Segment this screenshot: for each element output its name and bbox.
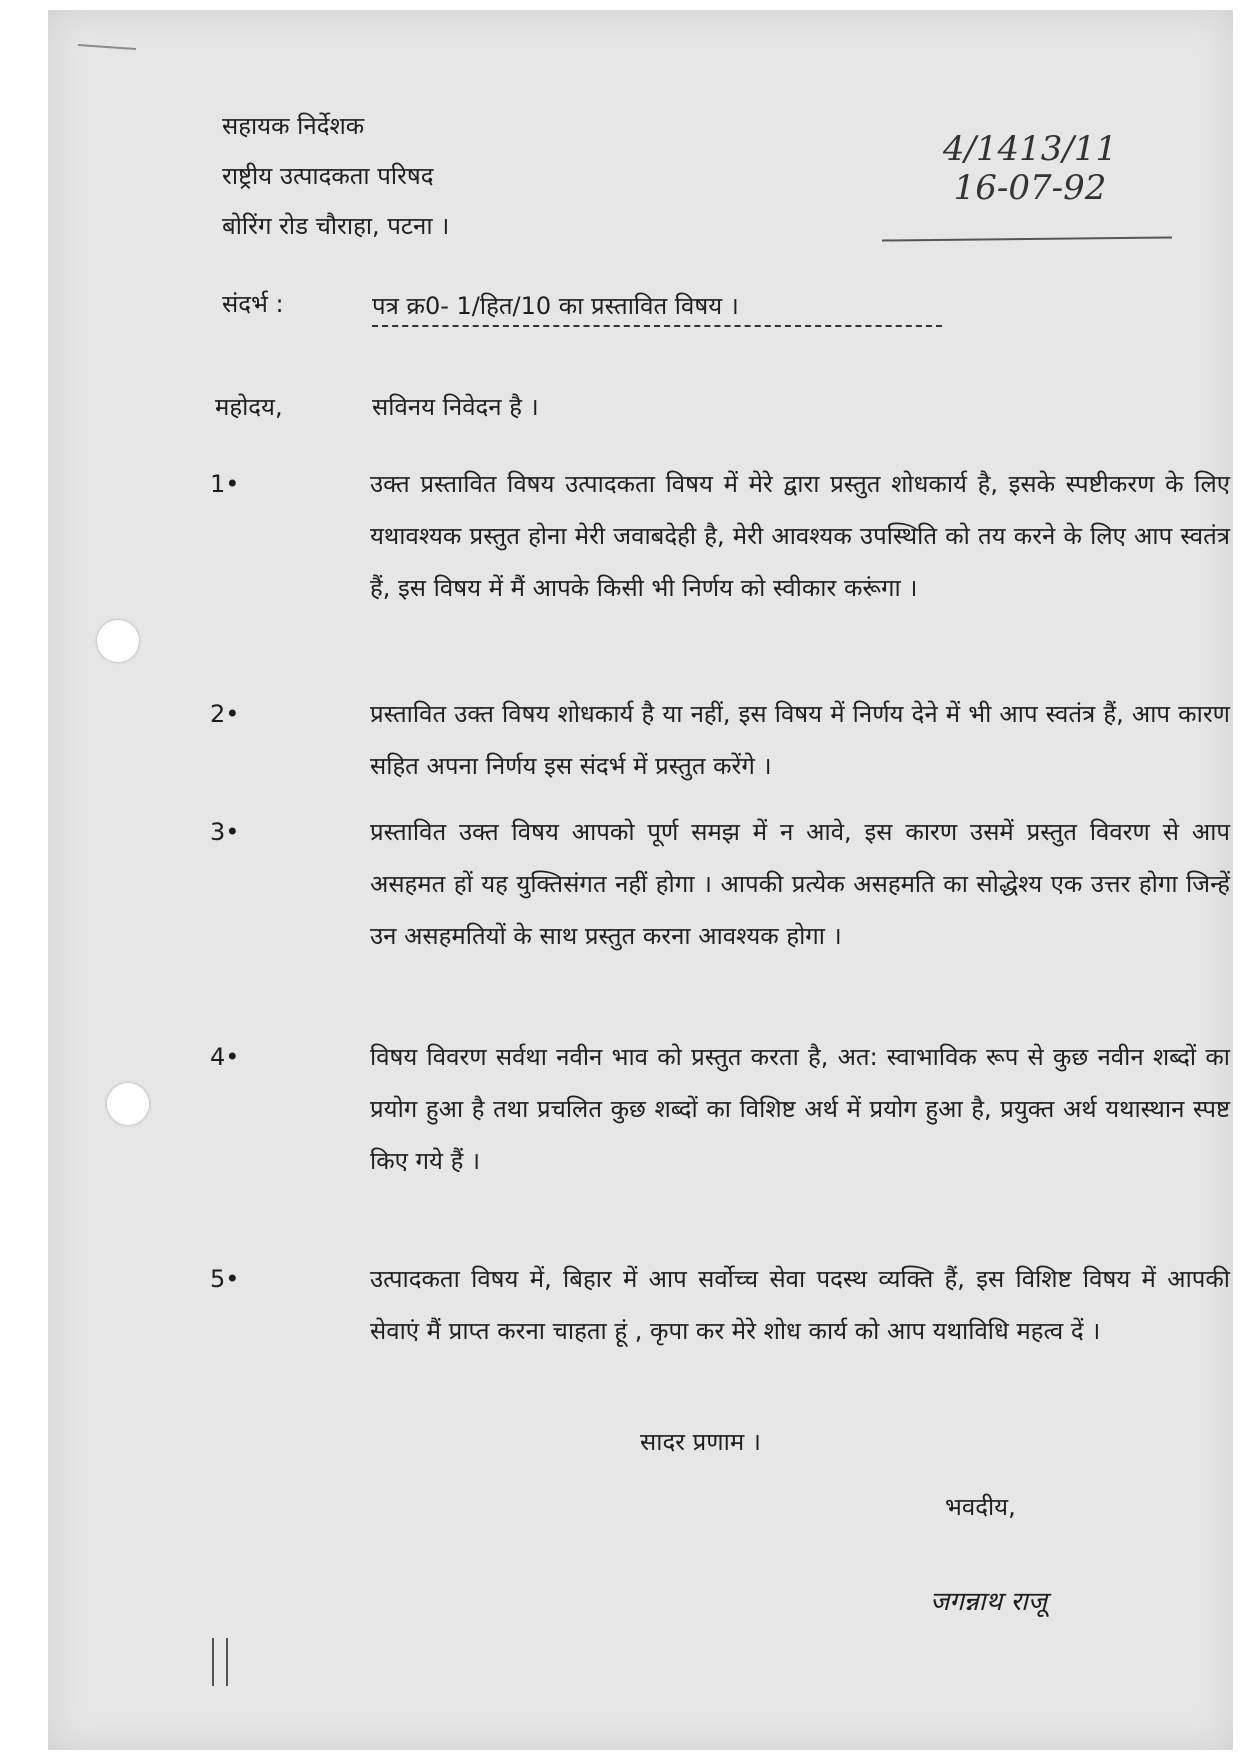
addressee-line-1: सहायक निर्देशक [222, 112, 365, 140]
reference-text: पत्र क्र0- 1/हित/10 का प्रस्तावित विषय । [372, 292, 942, 327]
paragraph-text: प्रस्तावित उक्त विषय आपको पूर्ण समझ में न आवे, इस कारण उसमें प्रस्तुत विवरण से आप असहमत हों यह युक्तिसंगत नहीं होगा । आपकी प्रत्येक असहमति का सोद्धेश्य एक उत्तर होगा जिन्हें उन असहमतियों के साथ प्रस्तुत करना आवश्यक होगा । [370, 818, 1230, 950]
paragraph-number: 2• [210, 700, 240, 728]
addressee-line-2: राष्ट्रीय उत्पादकता परिषद [222, 162, 434, 190]
handwritten-reference [880, 130, 1180, 208]
handwritten-ref-number: 4/1413/11 [942, 129, 1118, 169]
punch-hole-top [97, 620, 139, 662]
paragraph-text: उत्पादकता विषय में, बिहार में आप सर्वोच्च सेवा पदस्थ व्यक्ति हैं, इस विशिष्ट विषय में आपकी सेवाएं मैं प्राप्त करना चाहता हूं , कृपा कर मेरे शोध कार्य को आप यथाविधि महत्व दें । [370, 1265, 1230, 1345]
paragraph-text: विषय विवरण सर्वथा नवीन भाव को प्रस्तुत करता है, अत: स्वाभाविक रूप से कुछ नवीन शब्दों का प्रयोग हुआ है तथा प्रचलित कुछ शब्दों का विशिष्ट अर्थ में प्रयोग हुआ है, प्रयुक्त अर्थ यथास्थान स्पष्ट किए गये हैं । [370, 1043, 1230, 1175]
handwritten-ref-date: 16-07-92 [953, 168, 1107, 209]
paragraph-number: 4• [210, 1043, 240, 1071]
closing-greeting: सादर प्रणाम । [640, 1428, 761, 1456]
salutation: महोदय, [215, 393, 283, 421]
signature: जगन्नाथ राजू [930, 1587, 1048, 1617]
paragraph-number: 3• [210, 818, 240, 846]
paragraph-number: 1• [210, 470, 240, 498]
margin-pen-mark [212, 1638, 228, 1686]
paragraph-text: प्रस्तावित उक्त विषय शोधकार्य है या नहीं, इस विषय में निर्णय देने में भी आप स्वतंत्र हैं, आप कारण सहित अपना निर्णय इस संदर्भ में प्रस्तुत करेंगे । [370, 700, 1230, 780]
punch-hole-bottom [107, 1083, 149, 1125]
paragraph-text: उक्त प्रस्तावित विषय उत्पादकता विषय में मेरे द्वारा प्रस्तुत शोधकार्य है, इसके स्पष्टीकरण के लिए यथावश्यक प्रस्तुत होना मेरी जवाबदेही है, मेरी आवश्यक उपस्थिति को तय करने के लिए आप स्वतंत्र हैं, इस विषय में मैं आपके किसी भी निर्णय को स्वीकार करूंगा । [370, 470, 1230, 602]
valediction: भवदीय, [945, 1493, 1016, 1521]
addressee-line-3: बोरिंग रोड चौराहा, पटना । [222, 212, 450, 240]
paragraph-number: 5• [210, 1265, 240, 1293]
request-line: सविनय निवेदन है । [372, 393, 539, 421]
reference-label: संदर्भ : [222, 290, 284, 318]
